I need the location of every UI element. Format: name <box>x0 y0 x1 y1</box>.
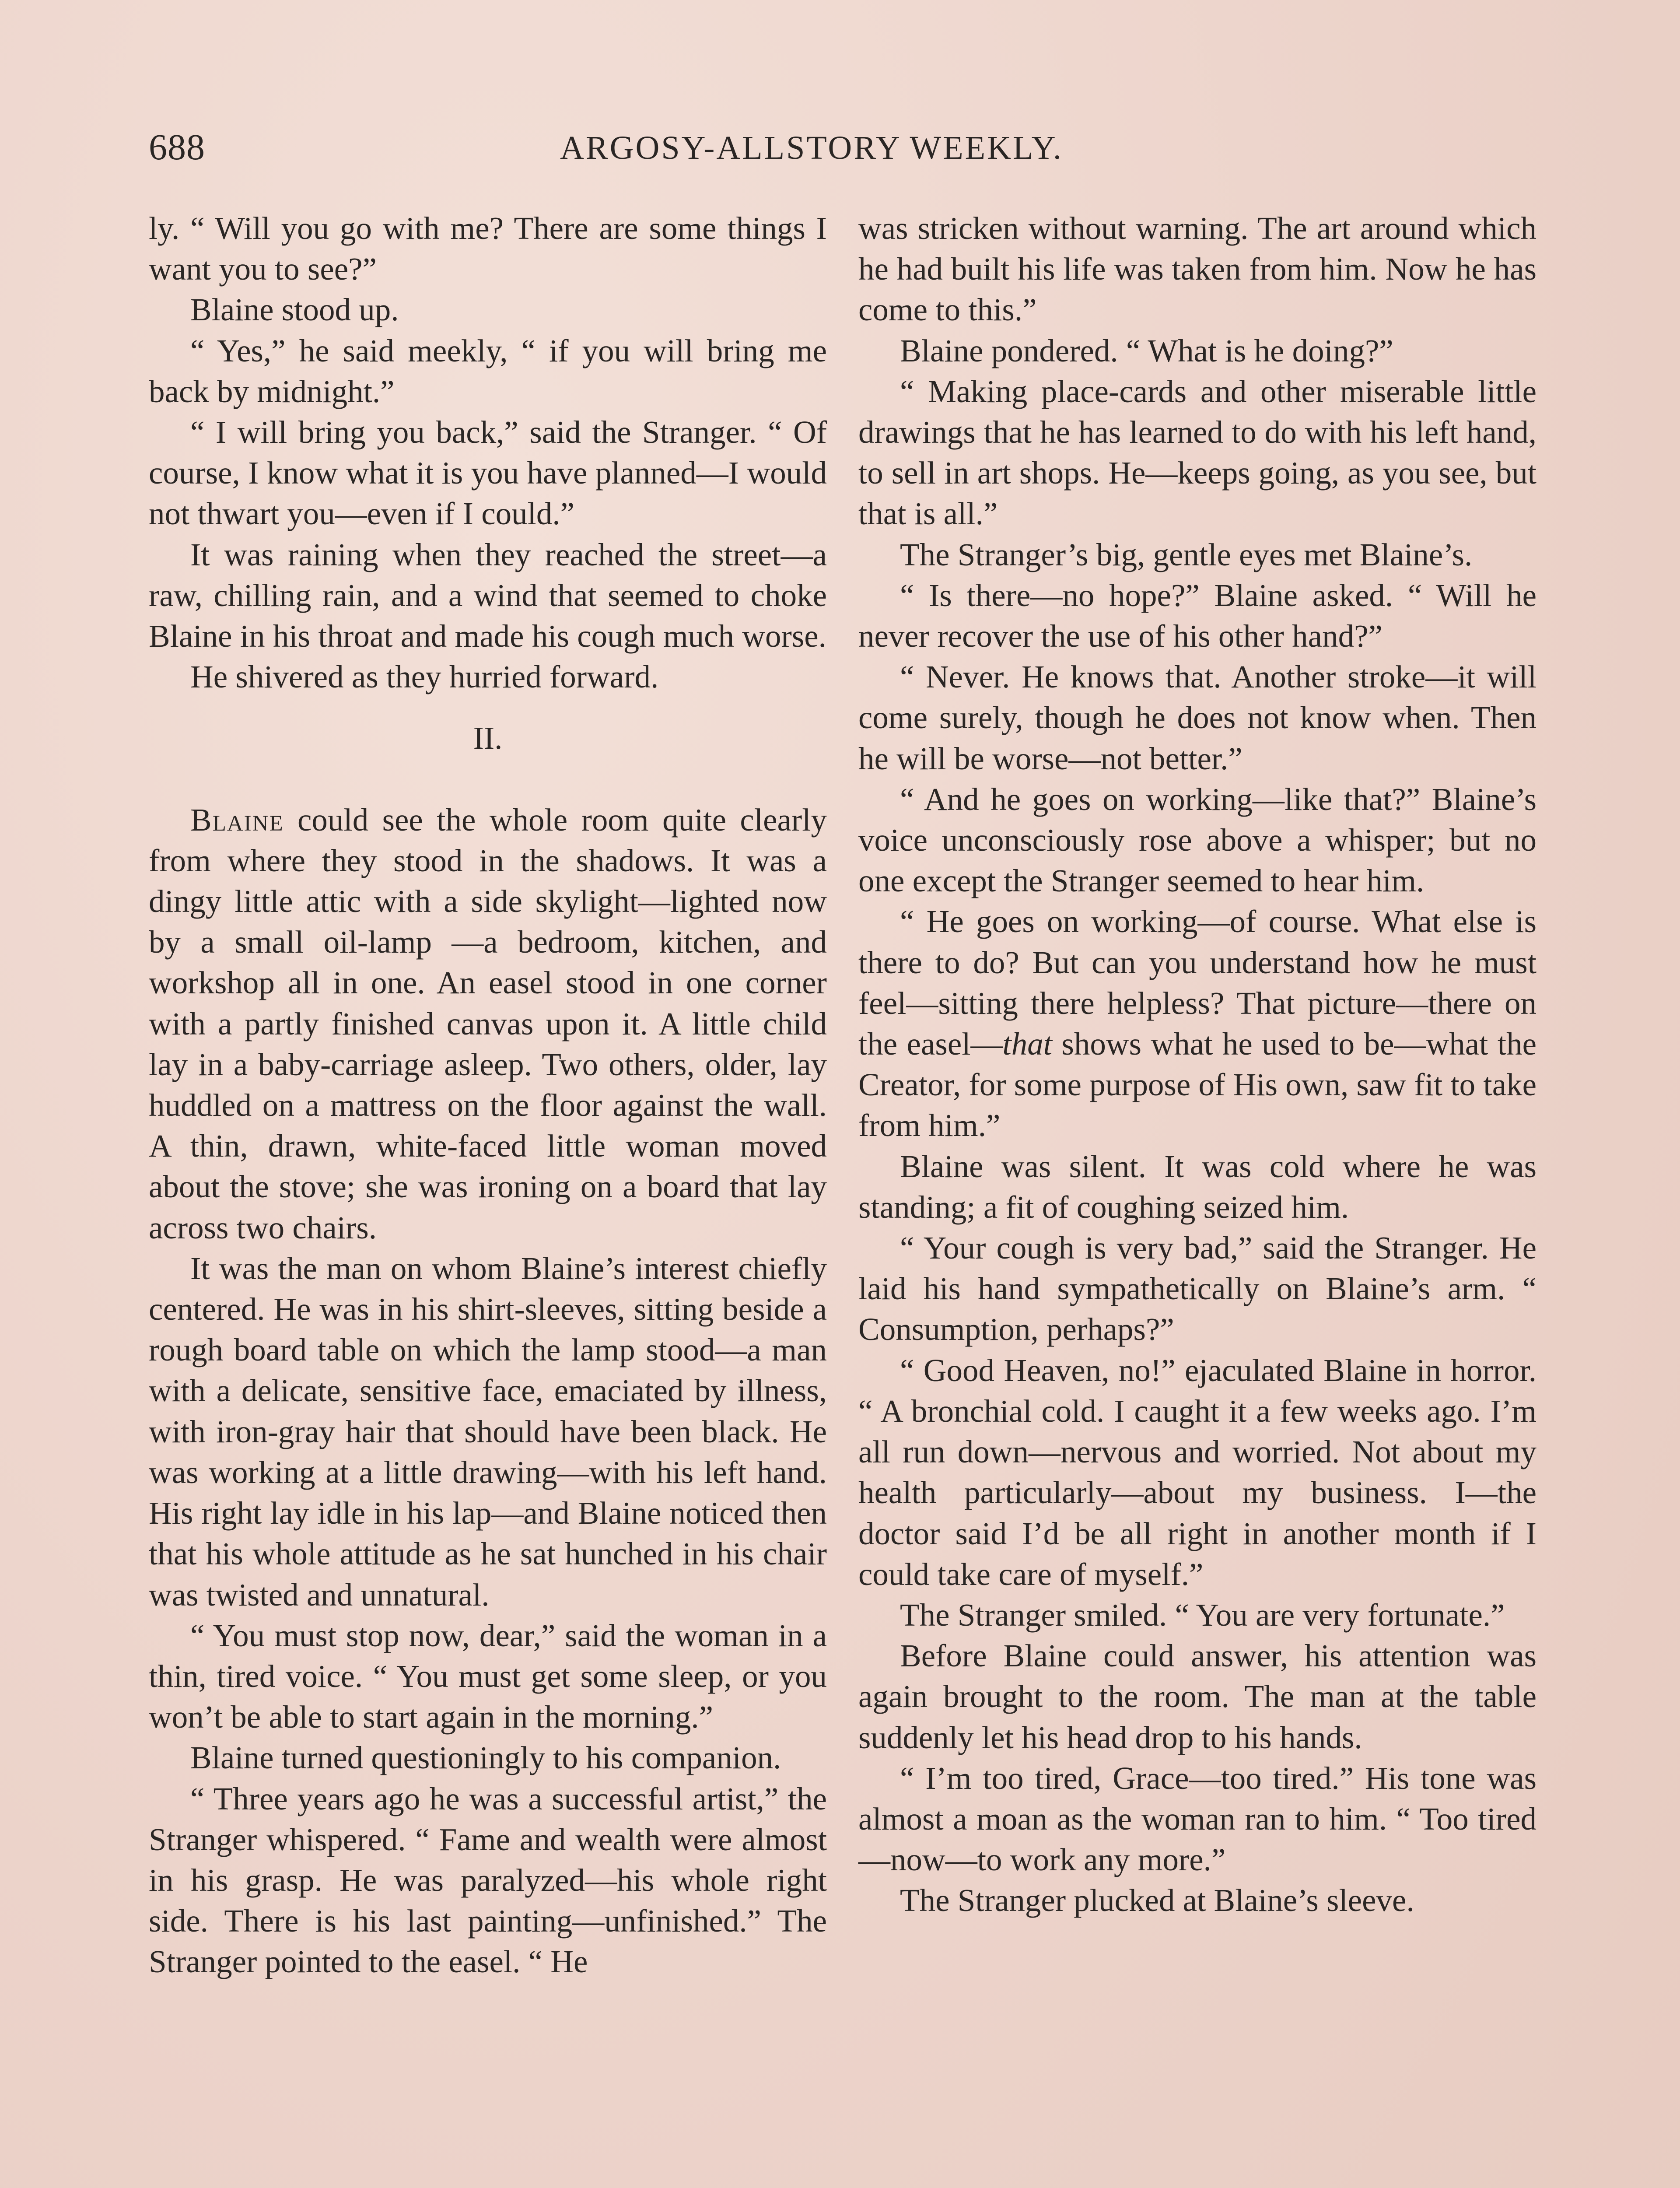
paragraph: “ Making place-cards and other miserable little drawings that he has learned to do with his left hand, to sell in art shops. He—keeps going, as you see, but that is all.” <box>858 373 1536 532</box>
paragraph: He shivered as they hurried forward. <box>190 659 659 695</box>
paragraph: “ Your cough is very bad,” said the Stranger. He laid his hand sympathetically on Blaine’s arm. “ Consumption, perhaps?” <box>858 1230 1536 1347</box>
right-column <box>858 208 1536 1921</box>
paragraph <box>858 901 1536 1146</box>
section-heading: II. <box>473 720 503 756</box>
paragraph-text: could see the whole room quite clearly from where they stood in the shadows. It was a dingy little attic with a side skylight—lighted now by a small oil-lamp —a bedroom, kitchen, and workshop all in one. An easel stood in one corner with a partly finished canvas upon it. A little child lay in a baby-carriage asleep. Two others, older, lay huddled on a mattress on the floor against the wall. A thin, drawn, white-faced little woman moved about the stove; she was ironing on a board that lay across two chairs. <box>149 802 827 1245</box>
paragraph: “ You must stop now, dear,” said the woman in a thin, tired voice. “ You must get some sleep, or you won’t be able to start again in the morning.” <box>149 1617 827 1735</box>
running-head: ARGOSY-ALLSTORY WEEKLY. <box>560 130 1063 166</box>
paragraph: The Stranger plucked at Blaine’s sleeve. <box>900 1883 1414 1918</box>
paragraph-text: “ He goes on working—of course. What else is there to do? But can you understand how he must feel—sitting there helpless? That picture—there on the easel— <box>858 904 1536 1062</box>
lead-in-small-caps: Blaine <box>190 802 284 838</box>
page-number: 688 <box>149 127 205 168</box>
paragraph: Blaine was silent. It was cold where he was standing; a fit of coughing seized him. <box>858 1148 1536 1225</box>
paragraph-text: shows what he used to be—what the Creator, for some purpose of His own, saw fit to take from him.” <box>858 1026 1537 1143</box>
paragraph: Before Blaine could answer, his attention was again brought to the room. The man at the table suddenly let his head drop to his hands. <box>858 1638 1536 1755</box>
paragraph: “ Good Heaven, no!” ejaculated Blaine in horror. “ A bronchial cold. I caught it a few weeks ago. I’m all run down—nervous and worried. Not about my health particularly—about my business. I—the doctor said I’d be all right in another month if I could take care of myself.” <box>858 1352 1536 1592</box>
paragraph: It was the man on whom Blaine’s interest chiefly centered. He was in his shirt-sleeves, sitting beside a rough board table on which the lamp stood—a man with a delicate, sensitive face, emaciated by illness, with iron-gray hair that should have been black. He was working at a little drawing—with his left hand. His right lay idle in his lap—and Blaine noticed then that his whole attitude as he sat hunched in his chair was twisted and unnatural. <box>149 1250 827 1613</box>
paragraph: “ Yes,” he said meekly, “ if you will bring me back by midnight.” <box>149 333 827 409</box>
paragraph: “ I will bring you back,” said the Stranger. “ Of course, I know what it is you have planned—I would not thwart you—even if I could.” <box>149 414 827 532</box>
paragraph: “ Never. He knows that. Another stroke—it will come surely, though he does not know when. Then he will be worse—not better.” <box>858 659 1536 776</box>
paragraph <box>149 799 827 1248</box>
paragraph: The Stranger smiled. “ You are very fortunate.” <box>900 1597 1505 1633</box>
paragraph: “ And he goes on working—like that?” Blaine’s voice unconsciously rose above a whisper; but no one except the Stranger seemed to hear him. <box>858 781 1536 899</box>
paragraph: was stricken without warning. The art around which he had built his life was taken from him. Now he has come to this.” <box>858 210 1536 328</box>
paragraph: ly. “ Will you go with me? There are some things I want you to see?” <box>149 210 827 287</box>
paragraph: “ I’m too tired, Grace—too tired.” His tone was almost a moan as the woman ran to him. “ Too tired—now—to work any more.” <box>858 1760 1536 1878</box>
paragraph: Blaine pondered. “ What is he doing?” <box>900 333 1393 368</box>
paragraph: It was raining when they reached the street—a raw, chilling rain, and a wind that seemed to choke Blaine in his throat and made his cough much worse. <box>149 536 827 654</box>
italic-word: that <box>1002 1026 1053 1062</box>
left-column <box>149 208 827 1982</box>
paragraph: “ Three years ago he was a successful artist,” the Stranger whispered. “ Fame and wealth were almost in his grasp. He was paralyzed—his whole right side. There is his last painting—unfinished.” The Stranger pointed to the easel. “ He <box>149 1781 827 1980</box>
paragraph: The Stranger’s big, gentle eyes met Blaine’s. <box>900 536 1473 572</box>
paragraph: “ Is there—no hope?” Blaine asked. “ Will he never recover the use of his other hand?” <box>858 577 1536 654</box>
paragraph: Blaine turned questioningly to his companion. <box>190 1740 781 1776</box>
paragraph: Blaine stood up. <box>190 292 399 328</box>
